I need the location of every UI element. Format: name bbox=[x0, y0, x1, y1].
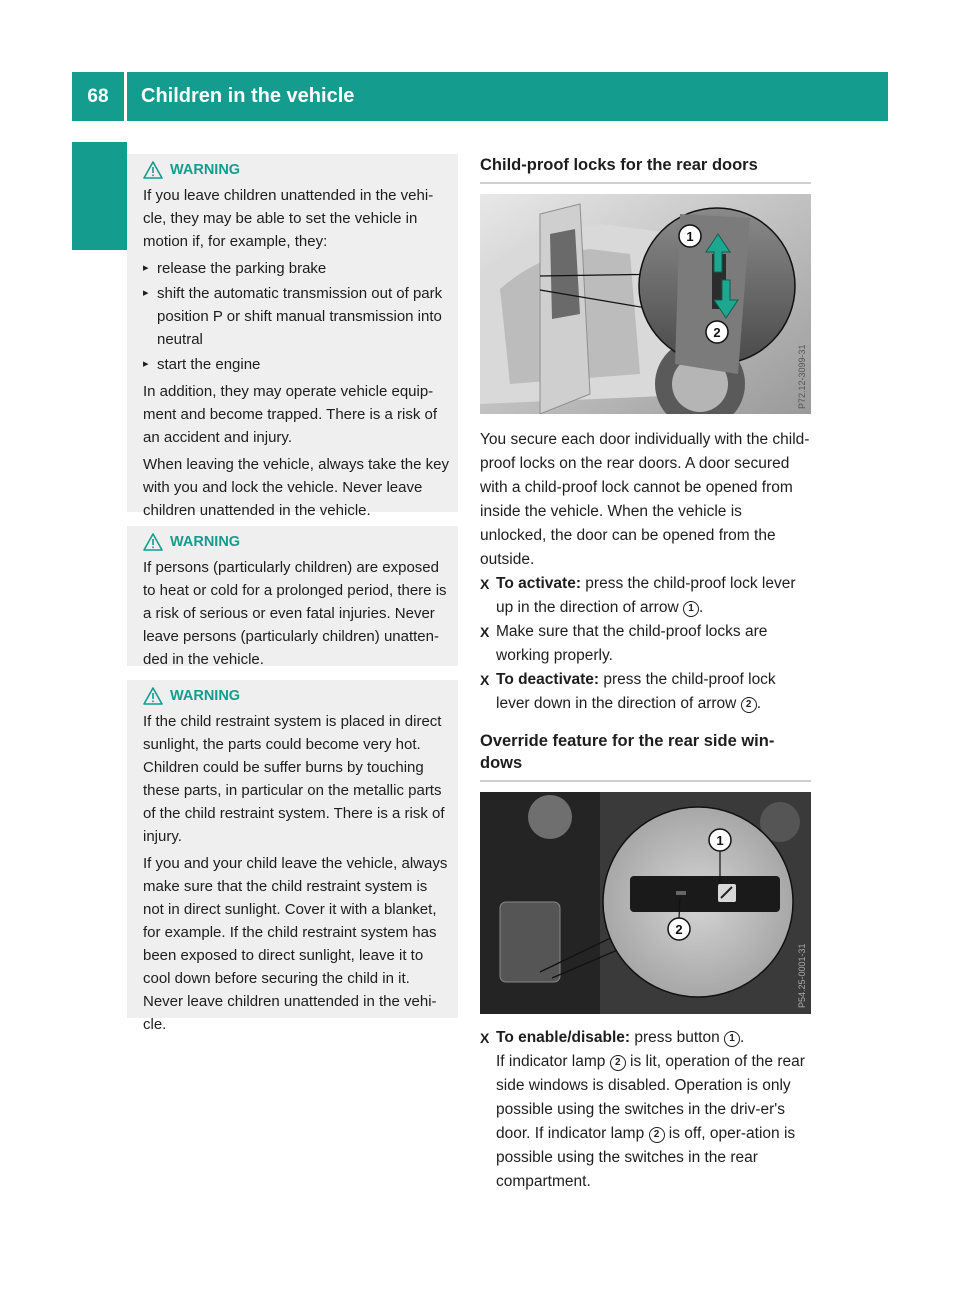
warning-heading bbox=[143, 684, 450, 708]
list-item: X To enable/disable: press button 1 . If indicator lamp 2 is lit, operation of the rear side windows is disabled. Operation is only possible using the switches in the driv-er's door. If indicator lamp 2 is off, oper-ation is possible using the switches in the rear compartment. bbox=[480, 1026, 811, 1194]
warning-text: In addition, they may operate vehicle equip-ment and become trapped. There is a risk of an accident and injury. bbox=[143, 383, 438, 446]
step-text: press button bbox=[630, 1029, 724, 1046]
warning-label: WARNING bbox=[170, 161, 241, 178]
step-label: To activate: bbox=[496, 575, 581, 592]
warning-box-1 bbox=[127, 154, 458, 519]
warning-text: If the child restraint system is placed in direct sunlight, the parts could become very hot. Children could be suffer burns by touching these parts, in particular on the metallic parts of the child restraint system. There is a risk of injury. bbox=[143, 713, 445, 845]
page-title: Children in the vehicle bbox=[141, 85, 355, 107]
list-item: X Make sure that the child-proof locks are working properly. bbox=[480, 620, 811, 668]
callout-2: 2 bbox=[713, 325, 721, 340]
step-text: is lit, operation of the rear side windows is disabled. Operation is only possible using the switches in the driv-er's door. If indicator lamp bbox=[496, 1053, 805, 1142]
callout-ref: 1 bbox=[683, 601, 699, 617]
override-switch-illustration bbox=[480, 792, 811, 1014]
warning-list bbox=[143, 257, 450, 376]
rear-door-illustration bbox=[480, 194, 811, 414]
step-text: press the child-proof lock lever down in the direction of arrow bbox=[496, 671, 776, 712]
list-item: ▸ start the engine bbox=[143, 353, 450, 376]
callout-ref: 2 bbox=[610, 1055, 626, 1071]
image-code: P72.12-3099-31 bbox=[797, 344, 807, 409]
warning-box-3 bbox=[127, 680, 458, 1033]
list-item: X To deactivate: press the child-proof lock lever down in the direction of arrow 2 . bbox=[480, 668, 811, 716]
list-item: ▸ release the parking brake bbox=[143, 257, 450, 280]
image-code: P54.25-0001-31 bbox=[797, 943, 807, 1008]
section-heading: Child-proof locks for the rear doors bbox=[480, 154, 811, 184]
warning-text: When leaving the vehicle, always take the key with you and lock the vehicle. Never leave children unattended in the vehicle. bbox=[143, 456, 449, 519]
instruction-list bbox=[480, 1026, 811, 1194]
section-tab-label: Safety bbox=[89, 182, 112, 246]
page-header bbox=[72, 72, 888, 121]
warning-text: If you and your child leave the vehicle, always make sure that the child restraint system is not in direct sunlight. Cover it with a blanket, for example. If the child restraint system has been exposed to direct sunlight, leave it to cool down before securing the child in it. Never leave children unattended in the vehi-cle. bbox=[143, 855, 448, 1033]
override-switch-figure bbox=[480, 792, 811, 1014]
step-label: To deactivate: bbox=[496, 671, 600, 688]
page-number: 68 bbox=[72, 72, 127, 121]
warning-text: If you leave children unattended in the vehi-cle, they may be able to set the vehicle in motion if, for example, they: bbox=[143, 187, 434, 250]
warning-label: WARNING bbox=[170, 687, 241, 704]
step-text: is off, oper-ation is possible using the switches in the rear compartment. bbox=[496, 1125, 796, 1190]
rear-door-lock-figure bbox=[480, 194, 811, 414]
callout-2: 2 bbox=[675, 922, 683, 937]
callout-1: 1 bbox=[716, 833, 724, 848]
step-text: press the child-proof lock lever up in the direction of arrow bbox=[496, 575, 796, 616]
warning-box-2 bbox=[127, 526, 458, 666]
step-text: If indicator lamp bbox=[496, 1053, 610, 1070]
warning-heading bbox=[143, 530, 450, 554]
warning-triangle-icon bbox=[143, 161, 163, 179]
callout-ref: 1 bbox=[724, 1031, 740, 1047]
callout-ref: 2 bbox=[649, 1127, 665, 1143]
list-item: X To activate: press the child-proof lock lever up in the direction of arrow 1 . bbox=[480, 572, 811, 620]
list-item: ▸ shift the automatic transmission out of park position P or shift manual transmission into neutral bbox=[143, 282, 450, 351]
instruction-list bbox=[480, 572, 811, 716]
callout-1: 1 bbox=[686, 229, 694, 244]
warning-triangle-icon bbox=[143, 687, 163, 705]
section-heading: Override feature for the rear side win-dows bbox=[480, 730, 811, 782]
warning-triangle-icon bbox=[143, 533, 163, 551]
body-text: You secure each door individually with the child-proof locks on the rear doors. A door secured with a child-proof lock cannot be opened from inside the vehicle. When the vehicle is unlocked, the door can be opened from the outside. bbox=[480, 431, 810, 568]
warning-label: WARNING bbox=[170, 533, 241, 550]
warning-heading bbox=[143, 158, 450, 182]
step-label: To enable/disable: bbox=[496, 1029, 631, 1046]
callout-ref: 2 bbox=[741, 697, 757, 713]
right-column bbox=[480, 154, 811, 1194]
warning-text: If persons (particularly children) are exposed to heat or cold for a prolonged period, there is a risk of serious or even fatal injuries. Never leave persons (particularly children) unatten-ded in the vehicle. bbox=[143, 559, 447, 668]
